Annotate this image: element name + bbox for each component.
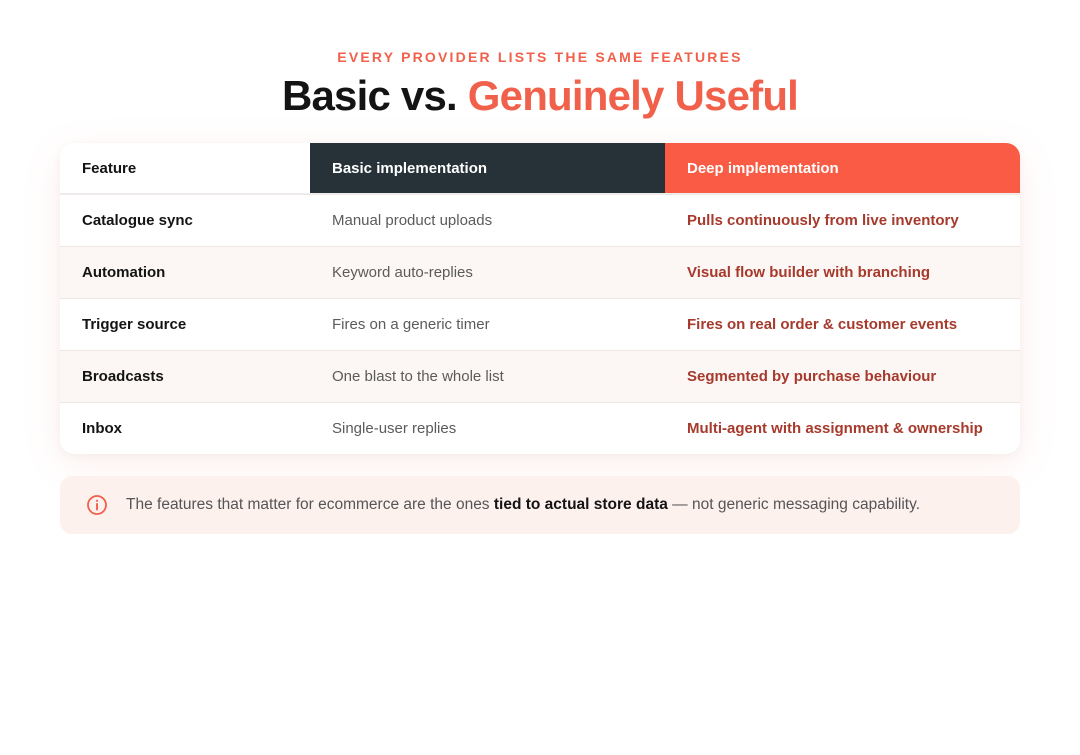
page-title [0, 72, 1080, 120]
title-plain: Basic vs. [281, 72, 457, 119]
eyebrow-label: EVERY PROVIDER LISTS THE SAME FEATURES [337, 49, 743, 65]
basic-cell: One blast to the whole list [332, 368, 504, 385]
feature-cell: Broadcasts [82, 368, 164, 385]
deep-cell: Visual flow builder with branching [687, 264, 931, 281]
note-text-after: — not generic messaging capability. [667, 496, 921, 513]
column-header-basic: Basic implementation [310, 143, 665, 193]
column-header-feature: Feature [60, 143, 310, 193]
basic-cell: Keyword auto-replies [332, 264, 473, 281]
note-text-bold: tied to actual store data [493, 496, 668, 513]
deep-cell: Fires on real order & customer events [687, 316, 958, 333]
feature-cell: Trigger source [82, 316, 187, 333]
note-text-before: The features that matter for ecommerce are the ones [126, 496, 494, 513]
table-row [60, 350, 1020, 402]
feature-cell: Catalogue sync [82, 212, 193, 229]
feature-cell: Automation [82, 264, 166, 281]
basic-cell: Manual product uploads [332, 212, 493, 229]
title-accent: Genuinely Useful [467, 72, 799, 119]
table-row [60, 402, 1020, 454]
table-row [60, 298, 1020, 350]
note-text [126, 496, 920, 514]
table-row [60, 246, 1020, 298]
basic-cell: Fires on a generic timer [332, 316, 490, 333]
deep-cell: Pulls continuously from live inventory [687, 212, 959, 229]
table-header-row [60, 143, 1020, 194]
table-row [60, 194, 1020, 246]
info-circle-icon [86, 494, 108, 516]
feature-cell: Inbox [82, 420, 122, 437]
deep-cell: Segmented by purchase behaviour [687, 368, 937, 385]
column-header-deep: Deep implementation [665, 143, 1020, 193]
comparison-table [60, 143, 1020, 454]
basic-cell: Single-user replies [332, 420, 457, 437]
info-note [60, 476, 1020, 534]
deep-cell: Multi-agent with assignment & ownership [687, 420, 983, 437]
